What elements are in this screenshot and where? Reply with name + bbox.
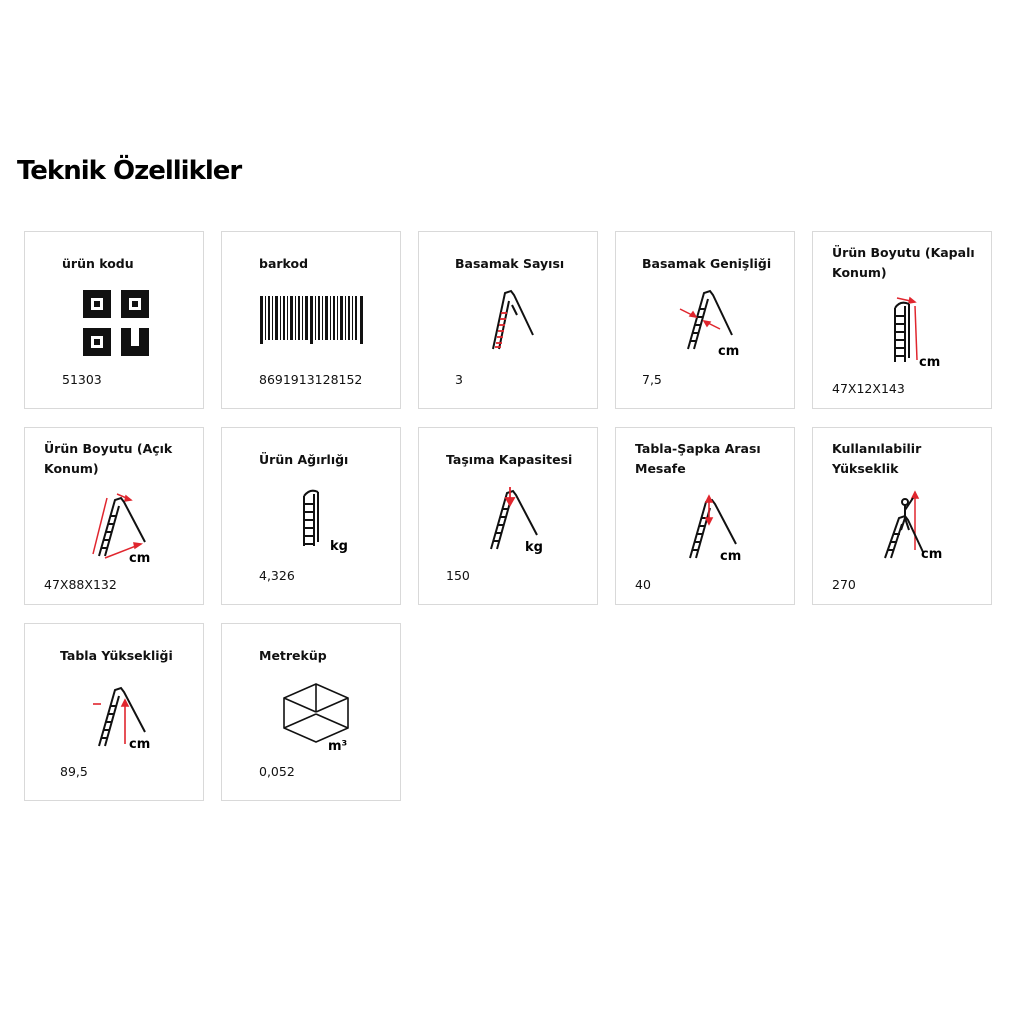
qr-code-icon — [81, 288, 151, 358]
spec-value: 270 — [832, 577, 856, 592]
spec-value: 0,052 — [259, 764, 295, 779]
unit-label: cm — [129, 737, 151, 752]
ladder-capacity-icon — [479, 483, 553, 555]
page-title: Teknik Özellikler — [17, 156, 242, 186]
unit-label: cm — [129, 551, 151, 562]
spec-value: 40 — [635, 577, 651, 592]
spec-label: Ürün Boyutu (Kapalı Konum) — [832, 245, 975, 280]
unit-label: cm — [921, 547, 943, 562]
spec-card-urun-boyutu-acik — [24, 427, 204, 605]
spec-card-kullanilabilir-yukseklik — [812, 427, 992, 605]
spec-value: 51303 — [62, 372, 102, 387]
spec-card-tabla-sapka-arasi — [615, 427, 795, 605]
spec-value: 8691913128152 — [259, 372, 363, 387]
spec-value: 3 — [455, 372, 463, 387]
spec-card-metrekup — [221, 623, 401, 801]
ladder-platform-cap-distance-icon — [678, 492, 752, 564]
ladder-steps-icon — [479, 287, 543, 351]
spec-label: Tabla-Şapka Arası Mesafe — [635, 441, 761, 476]
spec-value: 47X12X143 — [832, 381, 905, 396]
ladder-usable-height-icon — [879, 490, 955, 562]
spec-label: Basamak Genişliği — [642, 256, 772, 271]
spec-card-urun-kodu — [24, 231, 204, 409]
cube-volume-icon — [276, 680, 356, 752]
spec-card-urun-agirligi — [221, 427, 401, 605]
spec-card-basamak-sayisi — [418, 231, 598, 409]
ladder-platform-height-icon — [87, 680, 161, 752]
ladder-closed-size-icon — [885, 294, 961, 366]
spec-value: 47X88X132 — [44, 577, 117, 592]
spec-value: 4,326 — [259, 568, 295, 583]
unit-label: m³ — [328, 739, 348, 752]
spec-card-barkod — [221, 231, 401, 409]
spec-value: 89,5 — [60, 764, 88, 779]
unit-label: cm — [718, 344, 740, 357]
spec-label: Kullanılabilir Yükseklik — [832, 441, 922, 476]
ladder-weight-icon — [298, 486, 362, 554]
unit-label: kg — [525, 540, 543, 555]
spec-label: Taşıma Kapasitesi — [446, 452, 573, 467]
spec-label: barkod — [259, 256, 309, 271]
spec-value: 150 — [446, 568, 470, 583]
spec-card-tabla-yuksekligi — [24, 623, 204, 801]
unit-label: kg — [330, 539, 348, 554]
spec-label: Ürün Ağırlığı — [259, 452, 349, 467]
ladder-open-size-icon — [87, 490, 161, 562]
spec-label: Tabla Yüksekliği — [60, 648, 173, 663]
spec-card-urun-boyutu-kapali — [812, 231, 992, 409]
spec-value: 7,5 — [642, 372, 662, 387]
unit-label: cm — [720, 549, 742, 564]
spec-label: Metreküp — [259, 648, 327, 663]
spec-label: Ürün Boyutu (Açık Konum) — [44, 441, 173, 476]
ladder-step-width-icon — [676, 287, 750, 357]
spec-card-tasima-kapasitesi — [418, 427, 598, 605]
spec-label: Basamak Sayısı — [455, 256, 565, 271]
spec-label: ürün kodu — [62, 256, 134, 271]
barcode-icon — [260, 296, 364, 344]
unit-label: cm — [919, 355, 941, 366]
spec-card-basamak-genisligi — [615, 231, 795, 409]
